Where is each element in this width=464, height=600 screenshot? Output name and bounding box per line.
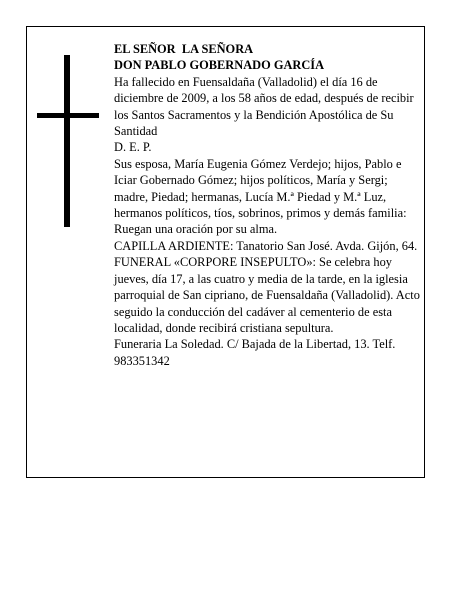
- dep-line: D. E. P.: [114, 140, 152, 155]
- cross-vertical-bar: [64, 55, 70, 227]
- prayer-request: Ruegan una oración por su alma.: [114, 222, 278, 237]
- cross-horizontal-bar: [37, 113, 99, 118]
- funeral-info: FUNERAL «CORPORE INSEPULTO»: Se celebra hoy jueves, día 17, a las cuatro y media de la tarde, en la iglesia parroquial de San cipriano, de Fuensaldaña (Valladolid). Acto seguido la conducción del cadáver al cementerio de esta localidad, donde recibirá cristiana sepultura.: [114, 255, 420, 335]
- death-info: Ha fallecido en Fuensaldaña (Valladolid) el día 16 de diciembre de 2009, a los 58 años de edad, después de recibir los Santos Sacramentos y la Bendición Apostólica de Su Santidad: [114, 74, 414, 139]
- family-list: Sus esposa, María Eugenia Gómez Verdejo; hijos, Pablo e Iciar Gobernado Gómez; hijos políticos, María y Sergi; madre, Piedad; hermanas, Lucía M.ª Piedad y M.ª Luz, hermanos políticos, tíos, sobrinos, primos y demás familia:: [114, 156, 407, 221]
- deceased-name: DON PABLO GOBERNADO GARCÍA: [114, 58, 325, 73]
- header-line-1: EL SEÑOR LA SEÑORA: [114, 42, 254, 56]
- obituary-notice: [26, 26, 425, 478]
- cross-icon: [37, 55, 99, 227]
- capilla-ardiente: CAPILLA ARDIENTE: Tanatorio San José. Avda. Gijón, 64.: [114, 238, 418, 253]
- notice-text: [114, 41, 420, 369]
- funeraria-info: Funeraria La Soledad. C/ Bajada de la Libertad, 13. Telf. 983351342: [114, 337, 396, 368]
